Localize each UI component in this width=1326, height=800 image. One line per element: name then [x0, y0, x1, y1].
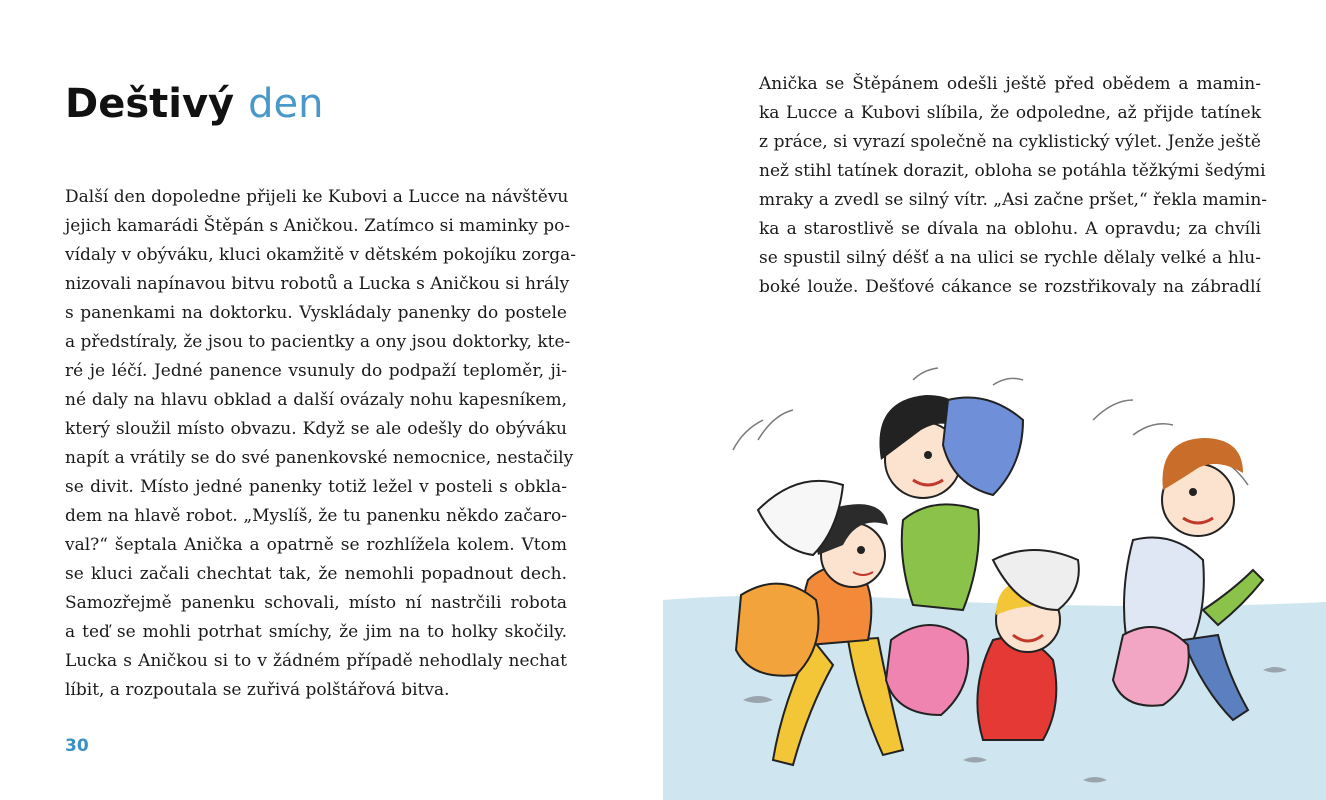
- chapter-title: [65, 78, 323, 130]
- text-line: Další den dopoledne přijeli ke Kubovi a Lucce na návštěvu: [65, 187, 569, 207]
- text-line: a předstíraly, že jsou to pacientky a ony jsou doktorky, kte-: [65, 332, 571, 352]
- pillow-fight-illustration: [663, 340, 1326, 800]
- left-paragraph: [65, 183, 577, 705]
- text-line: vídaly v obýváku, kluci okamžitě v dětském pokojíku zorga-: [65, 245, 577, 265]
- text-line: Anička se Štěpánem odešli ještě před obědem a mamin-: [759, 74, 1261, 94]
- right-paragraph: [759, 70, 1268, 302]
- text-line: Samozřejmě panenku schovali, místo ní nastrčili robota: [65, 593, 567, 613]
- text-line: se kluci začali chechtat tak, že nemohli popadnout dech.: [65, 564, 567, 584]
- text-line: napít a vrátily se do své panenkovské nemocnice, nestačily: [65, 448, 574, 468]
- text-line: s panenkami na doktorku. Vyskládaly panenky do postele: [65, 303, 567, 323]
- text-line: ka a starostlivě se dívala na oblohu. A opravdu; za chvíli: [759, 219, 1261, 239]
- chapter-title-word-2: den: [248, 81, 324, 127]
- text-line: který sloužil místo obvazu. Když se ale odešly do obýváku: [65, 419, 567, 439]
- text-line: z práce, si vyrazí společně na cyklistický výlet. Jenže ještě: [759, 132, 1261, 152]
- text-line: val?“ šeptala Anička a opatrně se rozhlížela kolem. Vtom: [65, 535, 567, 555]
- text-line: Lucka s Aničkou si to v žádném případě nehodlaly nechat: [65, 651, 567, 671]
- text-line: líbit, a rozpoutala se zuřivá polštářová bitva.: [65, 680, 450, 700]
- text-line: se spustil silný déšť a na ulici se rychle dělaly velké a hlu-: [759, 248, 1261, 268]
- page-number: 30: [65, 736, 89, 756]
- chapter-title-word-1: Deštivý: [65, 81, 235, 127]
- text-line: a teď se mohli potrhat smíchy, že jim na to holky skočily.: [65, 622, 567, 642]
- text-line: se divit. Místo jedné panenky totiž ležel v posteli s obkla-: [65, 477, 567, 497]
- kid-curly: [879, 395, 1023, 610]
- text-line: ré je léčí. Jedné panence vsunuly do podpaží teploměr, ji-: [65, 361, 567, 381]
- right-page: [663, 0, 1326, 800]
- text-line: mraky a zvedl se silný vítr. „Asi začne pršet,“ řekla mamin-: [759, 190, 1268, 210]
- text-line: né daly na hlavu obklad a další ovázaly nohu kapesníkem,: [65, 390, 567, 410]
- text-line: jejich kamarádi Štěpán s Aničkou. Zatímco si maminky po-: [65, 216, 571, 236]
- text-line: nizovali napínavou bitvu robotů a Lucka s Aničkou si hrály: [65, 274, 570, 294]
- text-line: než stihl tatínek dorazit, obloha se potáhla těžkými šedými: [759, 161, 1266, 181]
- text-line: ka Lucce a Kubovi slíbila, že odpoledne, až přijde tatínek: [759, 103, 1261, 123]
- text-line: dem na hlavě robot. „Myslíš, že tu panenku někdo začaro-: [65, 506, 567, 526]
- text-line: boké louže. Dešťové cákance se rozstřikovaly na zábradlí: [759, 277, 1261, 297]
